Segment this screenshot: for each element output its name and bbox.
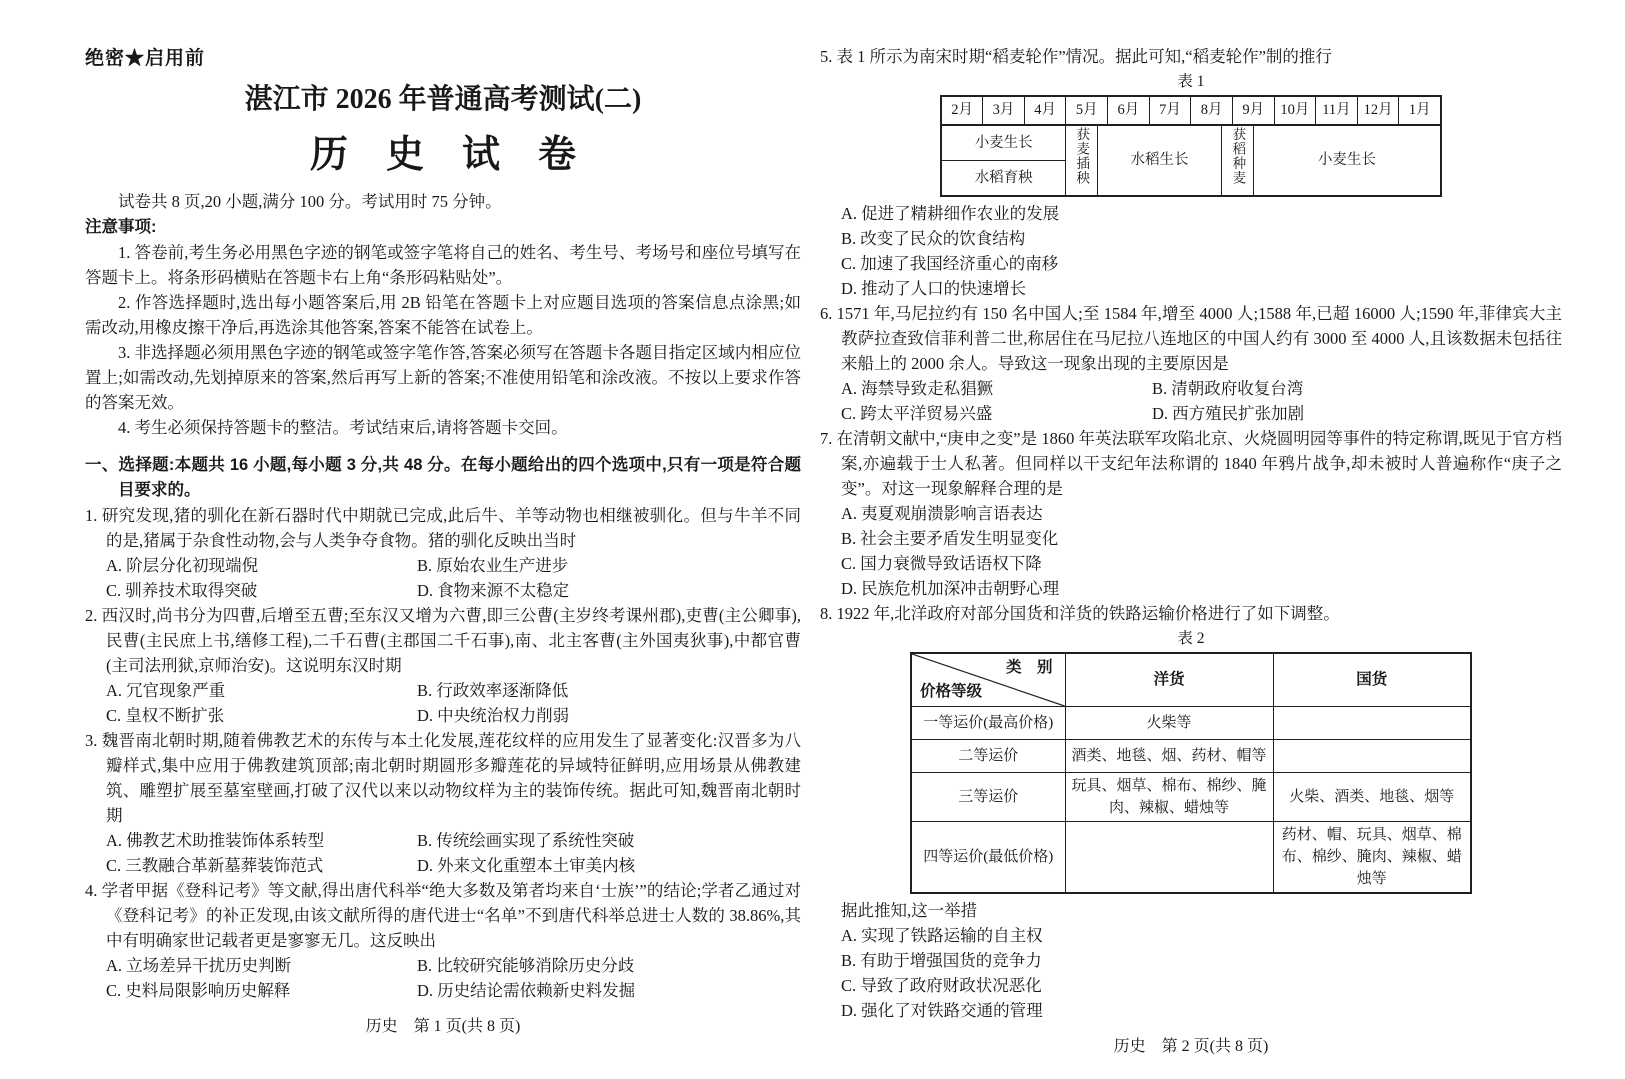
notes-heading: 注意事项: xyxy=(85,218,157,236)
harvest-rice-sow-wheat-label: 获稻种麦 xyxy=(1230,127,1246,185)
exam-info: 试卷共 8 页,20 小题,满分 100 分。考试用时 75 分钟。 xyxy=(118,192,502,211)
option-2-d: D. 中央统治权力削弱 xyxy=(417,706,570,725)
option-3-a: A. 佛教艺术助推装饰体系转型 xyxy=(106,831,325,850)
month-cell: 7月 xyxy=(1149,96,1191,125)
page-1 xyxy=(0,0,800,1079)
rice-seedling-cell: 水稻育秧 xyxy=(941,161,1066,197)
option-6-c: C. 跨太平洋贸易兴盛 xyxy=(841,404,993,423)
question-3-stem: 3. 魏晋南北朝时期,随着佛教艺术的东传与本土化发展,莲花纹样的应用发生了显著变化:汉晋多为八瓣样式,集中应用于佛教建筑顶部;南北朝时期圆形多瓣莲花的异域特征鲜明,应用场景从佛教建筑、雕塑扩展至墓室壁画,打破了汉代以来以动物纹样为主的装饰传统。据此可知,魏晋南北朝时期 xyxy=(85,731,801,825)
page-2-footer: 历史 第 2 页(共 8 页) xyxy=(1113,1038,1269,1055)
option-2-c: C. 皇权不断扩张 xyxy=(106,706,225,725)
month-cell: 8月 xyxy=(1191,96,1233,125)
column-header-domestic-goods: 国货 xyxy=(1273,653,1471,707)
option-7-d: D. 民族危机加深冲击朝野心理 xyxy=(841,579,1060,598)
question-1 xyxy=(85,503,801,603)
option-5-b: B. 改变了民众的饮食结构 xyxy=(841,229,1026,248)
table-1-rice-wheat-rotation xyxy=(940,95,1442,197)
table-1-body-row-1 xyxy=(941,125,1441,161)
classification-label: 绝密★启用前 xyxy=(85,48,206,69)
note-item-2: 2. 作答选择题时,选出每小题答案后,用 2B 铅笔在答题卡上对应题目选项的答案信息点涂黑;如需改动,用橡皮擦干净后,再选涂其他答案,答案不能答在试卷上。 xyxy=(85,293,801,337)
option-5-c: C. 加速了我国经济重心的南移 xyxy=(841,254,1059,273)
option-5-d: D. 推动了人口的快速增长 xyxy=(841,279,1027,298)
domestic-goods-cell xyxy=(1273,740,1471,773)
foreign-goods-cell: 火柴等 xyxy=(1065,707,1273,740)
section-1-heading: 一、选择题:本题共 16 小题,每小题 3 分,共 48 分。在每小题给出的四个选项中,只有一项是符合题目要求的。 xyxy=(85,456,801,499)
column-header-foreign-goods: 洋货 xyxy=(1065,653,1273,707)
question-4 xyxy=(85,878,801,1003)
foreign-goods-cell xyxy=(1065,822,1273,894)
harvest-wheat-plant-rice-cell xyxy=(1066,125,1097,196)
option-4-a: A. 立场差异干扰历史判断 xyxy=(106,956,292,975)
wheat-grow-right-cell: 小麦生长 xyxy=(1253,125,1441,196)
table-1-month-header-row xyxy=(941,96,1441,125)
question-1-stem: 1. 研究发现,猪的驯化在新石器时代中期就已完成,此后牛、羊等动物也相继被驯化。但与牛羊不同的是,猪属于杂食性动物,会与人类争夺食物。猪的驯化反映出当时 xyxy=(85,506,801,550)
month-cell: 12月 xyxy=(1357,96,1399,125)
domestic-goods-cell: 火柴、酒类、地毯、烟等 xyxy=(1273,773,1471,822)
domestic-goods-cell: 药材、帽、玩具、烟草、棉布、棉纱、腌肉、辣椒、蜡烛等 xyxy=(1273,822,1471,894)
option-8-c: C. 导致了政府财政状况恶化 xyxy=(841,976,1042,995)
question-6-options xyxy=(820,376,1562,426)
question-3 xyxy=(85,728,801,878)
grade-label: 四等运价(最低价格) xyxy=(911,822,1065,894)
option-2-a: A. 冗官现象严重 xyxy=(106,681,226,700)
rice-grow-cell: 水稻生长 xyxy=(1097,125,1222,196)
month-cell: 4月 xyxy=(1024,96,1066,125)
option-3-b: B. 传统绘画实现了系统性突破 xyxy=(417,831,635,850)
option-4-c: C. 史料局限影响历史解释 xyxy=(106,981,291,1000)
grade-label: 三等运价 xyxy=(911,773,1065,822)
table-2-caption: 表 2 xyxy=(1177,630,1205,647)
exam-title: 湛江市 2026 年普通高考测试(二) xyxy=(244,84,642,115)
month-cell: 9月 xyxy=(1232,96,1274,125)
option-6-d: D. 西方殖民扩张加剧 xyxy=(1152,404,1305,423)
question-7-stem: 7. 在清朝文献中,“庚申之变”是 1860 年英法联军攻陷北京、火烧圆明园等事件的特定称谓,既见于官方档案,亦遍载于士人私著。但同样以干支纪年法称谓的 1840 年鸦片战争,却未被时人普遍称作“庚子之变”。对这一现象解释合理的是 xyxy=(820,429,1562,498)
option-8-b: B. 有助于增强国货的竞争力 xyxy=(841,951,1042,970)
question-4-options xyxy=(85,953,801,1003)
table-2-row-grade-4 xyxy=(911,822,1471,894)
month-cell: 5月 xyxy=(1066,96,1108,125)
table-2-row-grade-2 xyxy=(911,740,1471,773)
note-item-1: 1. 答卷前,考生务必用黑色字迹的钢笔或签字笔将自己的姓名、考生号、考场号和座位号填写在答题卡上。将条形码横贴在答题卡右上角“条形码粘贴处”。 xyxy=(85,243,801,287)
harvest-wheat-plant-rice-label: 获麦插秧 xyxy=(1074,127,1090,185)
note-item-3: 3. 非选择题必须用黑色字迹的钢笔或签字笔作答,答案必须写在答题卡各题目指定区域内相应位置上;如需改动,先划掉原来的答案,然后再写上新的答案;不准使用铅笔和涂改液。不按以上要求作答的答案无效。 xyxy=(85,343,801,412)
option-3-d: D. 外来文化重塑本土审美内核 xyxy=(417,856,636,875)
question-8-post-text: 据此推知,这一举措 xyxy=(841,901,978,920)
option-1-c: C. 驯养技术取得突破 xyxy=(106,581,258,600)
option-5-a: A. 促进了精耕细作农业的发展 xyxy=(841,204,1060,223)
option-7-b: B. 社会主要矛盾发生明显变化 xyxy=(841,529,1059,548)
option-2-b: B. 行政效率逐渐降低 xyxy=(417,681,569,700)
page-1-footer: 历史 第 1 页(共 8 页) xyxy=(365,1018,521,1035)
table-2-corner-cell xyxy=(911,653,1065,707)
option-1-b: B. 原始农业生产进步 xyxy=(417,556,569,575)
domestic-goods-cell xyxy=(1273,707,1471,740)
option-4-d: D. 历史结论需依赖新史料发掘 xyxy=(417,981,636,1000)
page-2 xyxy=(800,0,1625,1079)
option-1-a: A. 阶层分化初现端倪 xyxy=(106,556,259,575)
month-cell: 6月 xyxy=(1108,96,1150,125)
question-6-stem: 6. 1571 年,马尼拉约有 150 名中国人;至 1584 年,增至 4000 人;1588 年,已超 16000 人;1590 年,菲律宾大主教萨拉查致信菲利普二世,称居住在马尼拉八连地区的中国人约有 3000 至 4000 人,且该数据未包括往来船上的 2000 余人。导致这一现象出现的主要原因是 xyxy=(820,304,1562,373)
harvest-rice-sow-wheat-cell xyxy=(1222,125,1253,196)
subject-title: 历 史 试 卷 xyxy=(309,134,576,176)
corner-label-price-grade: 价格等级 xyxy=(920,683,983,700)
grade-label: 二等运价 xyxy=(911,740,1065,773)
option-1-d: D. 食物来源不太稳定 xyxy=(417,581,570,600)
month-cell: 2月 xyxy=(941,96,983,125)
question-2-options xyxy=(85,678,801,728)
option-4-b: B. 比较研究能够消除历史分歧 xyxy=(417,956,635,975)
wheat-grow-left-cell: 小麦生长 xyxy=(941,125,1066,161)
option-6-a: A. 海禁导致走私猖獗 xyxy=(841,379,994,398)
month-cell: 11月 xyxy=(1316,96,1358,125)
table-2-header-row xyxy=(911,653,1471,707)
table-2-freight-price-adjustment xyxy=(910,652,1472,894)
month-cell: 1月 xyxy=(1399,96,1441,125)
option-7-c: C. 国力衰微导致话语权下降 xyxy=(841,554,1042,573)
question-6 xyxy=(820,301,1562,426)
question-5 xyxy=(820,44,1562,301)
question-2 xyxy=(85,603,801,728)
question-8-stem: 8. 1922 年,北洋政府对部分国货和洋货的铁路运输价格进行了如下调整。 xyxy=(820,604,1340,623)
table-2-row-grade-1 xyxy=(911,707,1471,740)
question-7 xyxy=(820,426,1562,601)
option-8-a: A. 实现了铁路运输的自主权 xyxy=(841,926,1043,945)
question-5-stem: 5. 表 1 所示为南宋时期“稻麦轮作”情况。据此可知,“稻麦轮作”制的推行 xyxy=(820,47,1332,66)
grade-label: 一等运价(最高价格) xyxy=(911,707,1065,740)
foreign-goods-cell: 酒类、地毯、烟、药材、帽等 xyxy=(1065,740,1273,773)
table-1-caption: 表 1 xyxy=(1177,73,1205,90)
option-3-c: C. 三教融合革新墓葬装饰范式 xyxy=(106,856,324,875)
question-2-stem: 2. 西汉时,尚书分为四曹,后增至五曹;至东汉又增为六曹,即三公曹(主岁终考课州郡),吏曹(主公卿事),民曹(主民庶上书,缮修工程),二千石曹(主郡国二千石事),南、北主客曹(主外国夷狄事),中都官曹(主司法刑狱,京师治安)。这说明东汉时期 xyxy=(85,606,801,675)
question-8-post-text-wrap xyxy=(820,898,1562,1023)
table-2-row-grade-3 xyxy=(911,773,1471,822)
corner-label-category: 类 别 xyxy=(1005,659,1053,676)
option-6-b: B. 清朝政府收复台湾 xyxy=(1152,379,1304,398)
option-7-a: A. 夷夏观崩溃影响言语表达 xyxy=(841,504,1043,523)
question-4-stem: 4. 学者甲据《登科记考》等文献,得出唐代科举“绝大多数及第者均来自‘士族’”的结论;学者乙通过对《登科记考》的补正发现,由该文献所得的唐代进士“名单”不到唐代科举总进士人数的 38.86%,其中有明确家世记载者更是寥寥无几。这反映出 xyxy=(85,881,801,950)
question-8 xyxy=(820,601,1562,1023)
option-8-d: D. 强化了对铁路交通的管理 xyxy=(841,1001,1043,1020)
note-item-4: 4. 考生必须保持答题卡的整洁。考试结束后,请将答题卡交回。 xyxy=(118,418,568,437)
question-3-options xyxy=(85,828,801,878)
question-1-options xyxy=(85,553,801,603)
foreign-goods-cell: 玩具、烟草、棉布、棉纱、腌肉、辣椒、蜡烛等 xyxy=(1065,773,1273,822)
month-cell: 10月 xyxy=(1274,96,1316,125)
question-5-options xyxy=(820,201,1562,301)
month-cell: 3月 xyxy=(983,96,1025,125)
question-7-options xyxy=(820,501,1562,601)
